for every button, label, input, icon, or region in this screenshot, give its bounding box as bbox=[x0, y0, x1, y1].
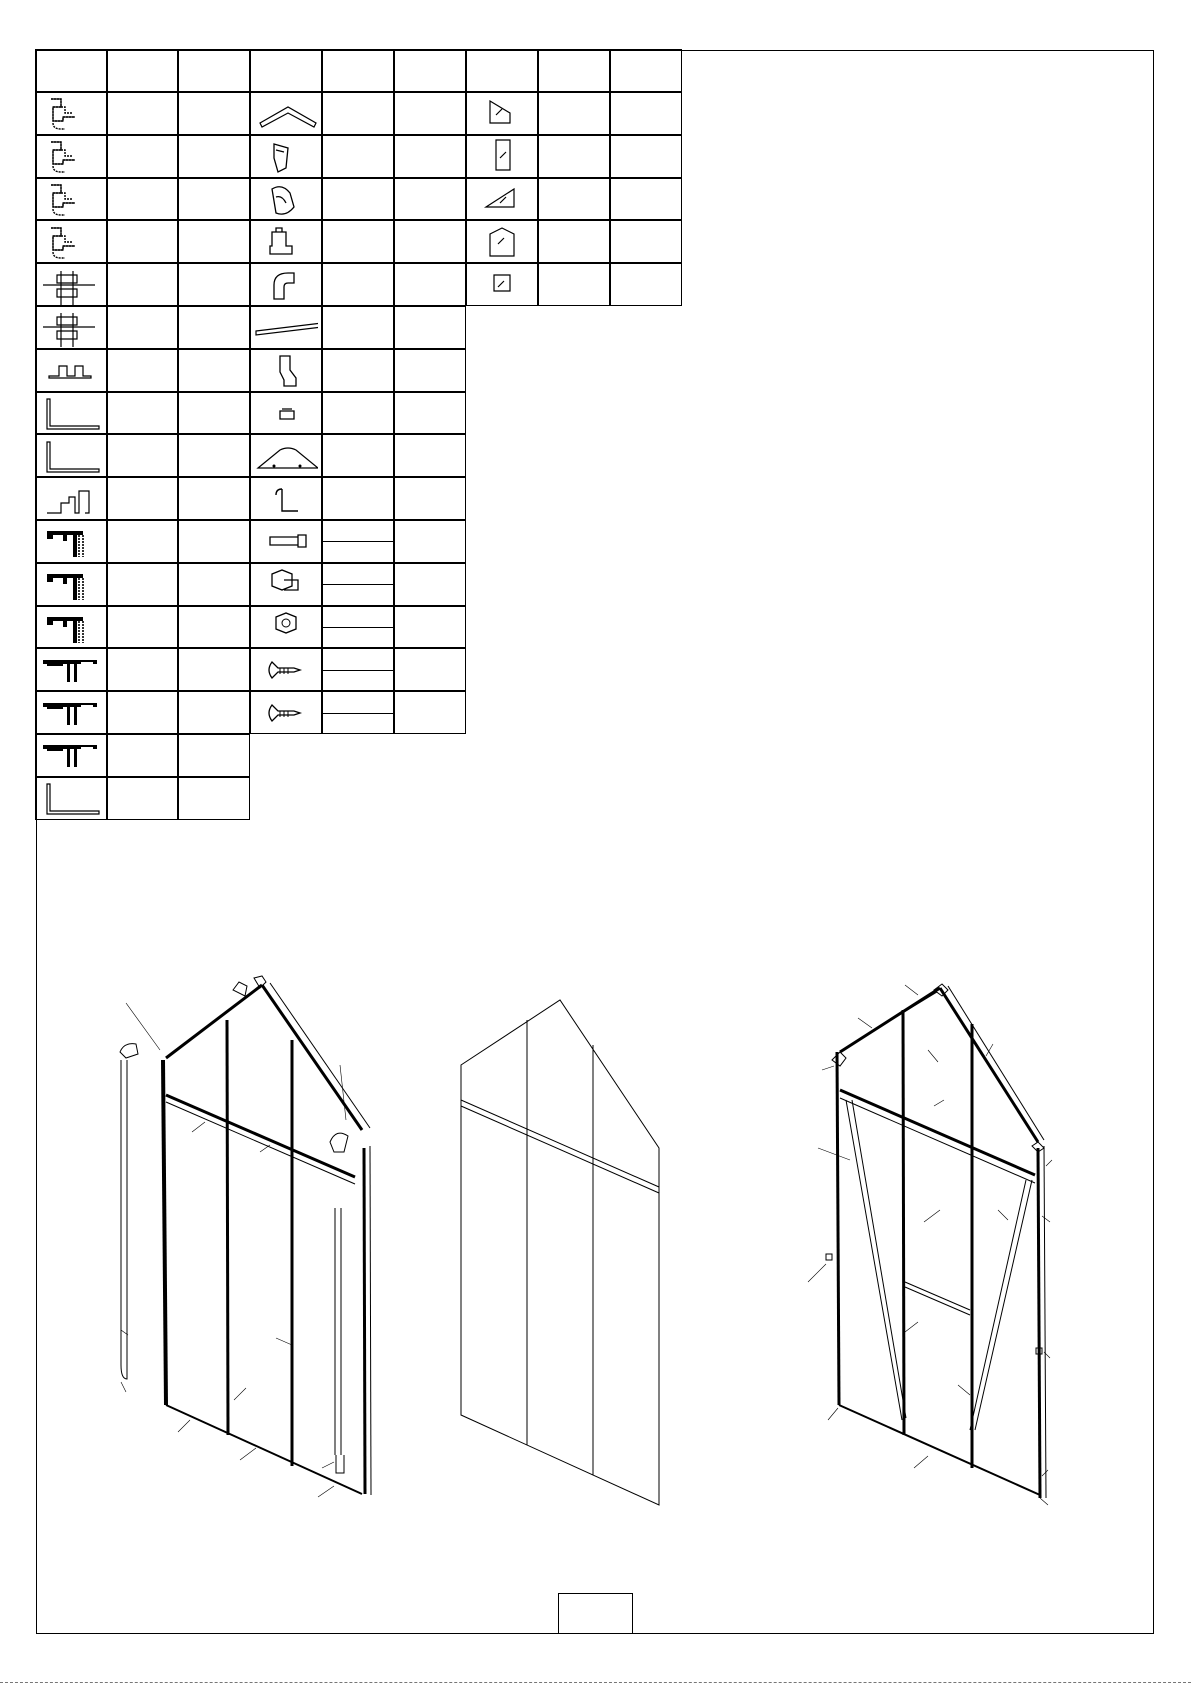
gable-frame-exploded-icon bbox=[120, 976, 371, 1497]
gable-frame-door-icon bbox=[808, 984, 1052, 1505]
gable-glazing-outline-icon bbox=[461, 1000, 659, 1505]
